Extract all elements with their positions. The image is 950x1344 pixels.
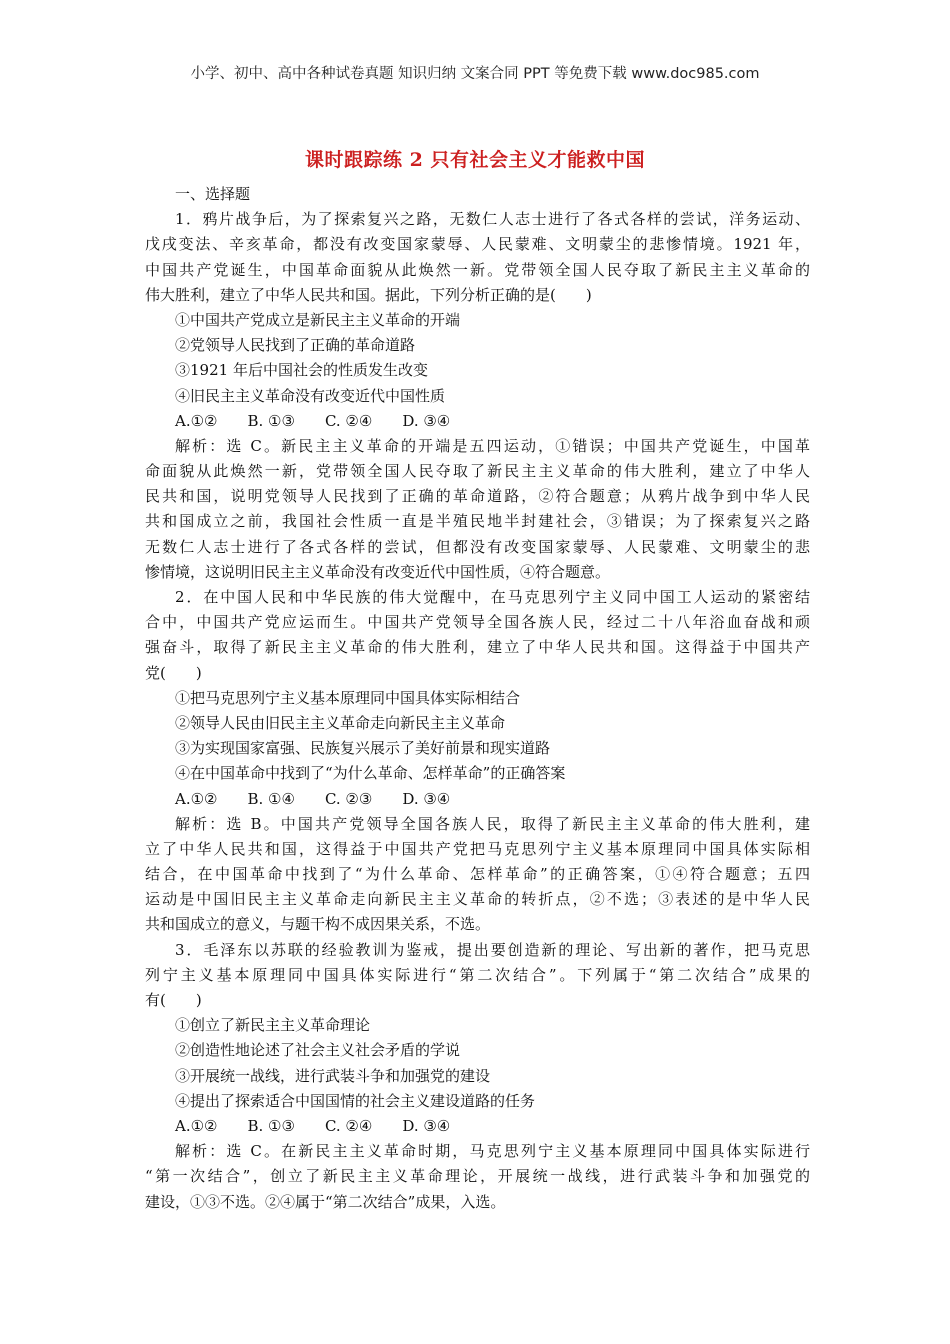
answer-item: ③为实现国家富强、民族复兴展示了美好前景和现实道路: [175, 739, 551, 758]
page-header: 小学、初中、高中各种试卷真题 知识归纳 文案合同 PPT 等免费下载 www.doc985.com: [190, 66, 760, 82]
analysis-line: “第一次结合”，创立了新民主主义革命理论，开展统一战线，进行武装斗争和加强党的: [145, 1167, 810, 1186]
analysis-line: 命面貌从此焕然一新，党带领全国人民夺取了新民主主义革命的伟大胜利，建立了中华人: [145, 462, 810, 481]
answer-item: ①中国共产党成立是新民主主义革命的开端: [175, 310, 461, 329]
question-stem-line: 戊戌变法、辛亥革命，都没有改变国家蒙辱、人民蒙难、文明蒙尘的悲惨情境。1921 年，: [145, 235, 810, 254]
document-body: [145, 182, 810, 1215]
question-stem-line: 强奋斗，取得了新民主主义革命的伟大胜利，建立了中华人民共和国。这得益于中国共产: [145, 638, 810, 657]
answer-item: ②领导人民由旧民主主义革命走向新民主主义革命: [175, 713, 506, 732]
answer-item: ③1921 年后中国社会的性质发生改变: [175, 361, 428, 380]
analysis-line: 结合，在中国革命中找到了“为什么革命、怎样革命”的正确答案，①④符合题意；五四: [145, 865, 810, 884]
answer-item: ①把马克思列宁主义基本原理同中国具体实际相结合: [175, 688, 521, 707]
question-stem-line: 1．鸦片战争后，为了探索复兴之路，无数仁人志士进行了各式各样的尝试，洋务运动、: [175, 210, 810, 229]
answer-options: A.①② B. ①③ C. ②④ D. ③④: [175, 1116, 451, 1135]
analysis-line: 民共和国，说明党领导人民找到了正确的革命道路，②符合题意；从鸦片战争到中华人民: [145, 487, 810, 506]
section-heading: 一、选择题: [175, 185, 251, 203]
question-stem-line: 伟大胜利，建立了中华人民共和国。据此，下列分析正确的是( ): [145, 285, 592, 304]
answer-item: ②党领导人民找到了正确的革命道路: [175, 336, 416, 355]
analysis-line: 运动是中国旧民主主义革命走向新民主主义革命的转折点，②不选；③表述的是中华人民: [145, 890, 810, 909]
answer-item: ①创立了新民主主义革命理论: [175, 1016, 371, 1035]
question-stem-line: 有( ): [145, 991, 202, 1009]
question-stem-line: 2．在中国人民和中华民族的伟大觉醒中，在马克思列宁主义同中国工人运动的紧密结: [175, 588, 810, 606]
answer-options: A.①② B. ①③ C. ②④ D. ③④: [175, 411, 451, 430]
analysis-line: 无数仁人志士进行了各式各样的尝试，但都没有改变国家蒙辱、人民蒙难、文明蒙尘的悲: [145, 537, 810, 556]
question-stem-line: 党( ): [145, 663, 202, 682]
question-stem-line: 列宁主义基本原理同中国具体实际进行“第二次结合”。下列属于“第二次结合”成果的: [145, 965, 810, 984]
question-3: [145, 938, 810, 1215]
answer-options: A.①② B. ①④ C. ②③ D. ③④: [175, 789, 451, 808]
answer-item: ③开展统一战线，进行武装斗争和加强党的建设: [175, 1066, 491, 1085]
analysis-line: 解析：选 B。中国共产党领导全国各族人民，取得了新民主主义革命的伟大胜利，建: [175, 814, 810, 833]
analysis-line: 解析：选 C。在新民主主义革命时期，马克思列宁主义基本原理同中国具体实际进行: [175, 1142, 810, 1161]
answer-item: ④提出了探索适合中国国情的社会主义建设道路的任务: [175, 1091, 536, 1110]
answer-item: ④在中国革命中找到了“为什么革命、怎样革命”的正确答案: [175, 764, 566, 783]
question-stem-line: 3．毛泽东以苏联的经验教训为鉴戒，提出要创造新的理论、写出新的著作，把马克思: [175, 940, 810, 959]
answer-item: ②创造性地论述了社会主义社会矛盾的学说: [175, 1041, 461, 1060]
answer-item: ④旧民主主义革命没有改变近代中国性质: [175, 386, 446, 405]
page-title: 课时跟踪练 2 只有社会主义才能救中国: [305, 149, 645, 171]
analysis-line: 共和国成立之前，我国社会性质一直是半殖民地半封建社会，③错误；为了探索复兴之路: [145, 512, 810, 531]
analysis-line: 共和国成立的意义，与题干构不成因果关系，不选。: [145, 915, 491, 934]
question-2: [145, 585, 810, 938]
question-stem-line: 中国共产党诞生，中国革命面貌从此焕然一新。党带领全国人民夺取了新民主主义革命的: [145, 260, 810, 279]
analysis-line: 惨情境，这说明旧民主主义革命没有改变近代中国性质，④符合题意。: [145, 562, 611, 581]
question-1: [145, 207, 810, 585]
analysis-line: 建设，①③不选。②④属于“第二次结合”成果，入选。: [145, 1192, 506, 1211]
question-stem-line: 合中，中国共产党应运而生。中国共产党领导全国各族人民，经过二十八年浴血奋战和顽: [145, 613, 810, 632]
analysis-line: 立了中华人民共和国，这得益于中国共产党把马克思列宁主义基本原理同中国具体实际相: [145, 839, 810, 858]
analysis-line: 解析：选 C。新民主主义革命的开端是五四运动，①错误；中国共产党诞生，中国革: [175, 436, 810, 455]
